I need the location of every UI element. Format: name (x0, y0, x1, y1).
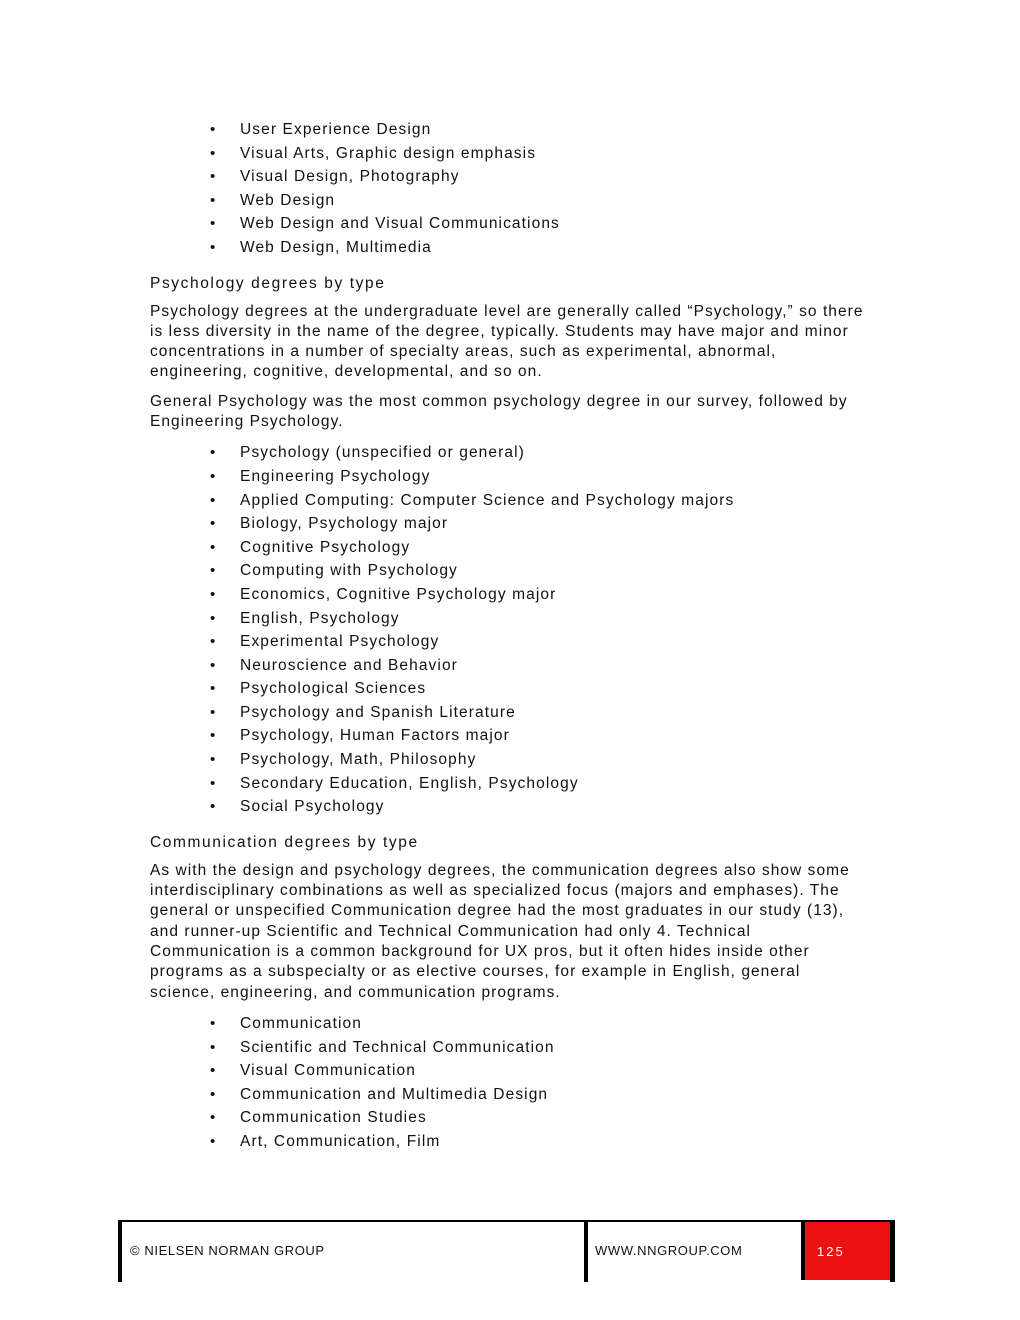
communication-paragraph-1: As with the design and psychology degrees, the communication degrees also show some interdisciplinary combinations as well as specialized focus (majors and emphases). The general or unspecified Communication degree had the most graduates in our study (13), and runner-up Scientific and Technical Communication had only 4. Technical Communication is a common background for UX pros, but it often hides inside other programs as a subspecialty or as elective courses, for example in English, general science, engineering, and communication programs. (150, 861, 850, 1001)
list-item: • Communication Studies (210, 1106, 870, 1130)
design-degree-list (150, 118, 870, 260)
footer-divider (890, 1222, 895, 1282)
list-item: • Economics, Cognitive Psychology major (210, 583, 870, 607)
footer-website-link[interactable]: WWW.NNGROUP.COM (595, 1243, 743, 1258)
list-item: • Psychology, Human Factors major (210, 724, 870, 748)
list-item: • Web Design (210, 189, 870, 213)
list-item: • Scientific and Technical Communication (210, 1036, 870, 1060)
list-item: • Secondary Education, English, Psychology (210, 772, 870, 796)
list-item: • English, Psychology (210, 607, 870, 631)
list-item: • Web Design and Visual Communications (210, 212, 870, 236)
list-item: • Visual Design, Photography (210, 165, 870, 189)
list-item: • Communication (210, 1012, 870, 1036)
psychology-paragraph-2: General Psychology was the most common psychology degree in our survey, followed by Engineering Psychology. (150, 392, 848, 431)
list-item: • Psychology (unspecified or general) (210, 441, 870, 465)
communication-degree-list (150, 1012, 870, 1154)
list-item: • Psychology and Spanish Literature (210, 701, 870, 725)
list-item: • Cognitive Psychology (210, 536, 870, 560)
list-item: • Visual Arts, Graphic design emphasis (210, 142, 870, 166)
list-item: • Psychology, Math, Philosophy (210, 748, 870, 772)
footer-divider (584, 1222, 588, 1282)
list-item: • Art, Communication, Film (210, 1130, 870, 1154)
psychology-degree-list (150, 441, 870, 819)
footer-copyright: © NIELSEN NORMAN GROUP (130, 1243, 325, 1258)
list-item: • Visual Communication (210, 1059, 870, 1083)
page-number-box (801, 1222, 894, 1280)
communication-heading: Communication degrees by type (150, 833, 419, 851)
list-item: • Social Psychology (210, 795, 870, 819)
list-item: • Applied Computing: Computer Science and Psychology majors (210, 489, 870, 513)
list-item: • Biology, Psychology major (210, 512, 870, 536)
list-item: • User Experience Design (210, 118, 870, 142)
list-item: • Web Design, Multimedia (210, 236, 870, 260)
psychology-heading: Psychology degrees by type (150, 274, 386, 292)
list-item: • Computing with Psychology (210, 559, 870, 583)
list-item: • Engineering Psychology (210, 465, 870, 489)
psychology-paragraph-1: Psychology degrees at the undergraduate level are generally called “Psychology,” so there is less diversity in the name of the degree, typically. Students may have major and minor concentrations in a number of specialty areas, such as experimental, abnormal, engineering, cognitive, developmental, and so on. (150, 302, 864, 381)
page-content (150, 118, 870, 1153)
page-number: 125 (817, 1244, 845, 1259)
footer-divider (118, 1222, 122, 1282)
page-footer (118, 1220, 895, 1282)
list-item: • Neuroscience and Behavior (210, 654, 870, 678)
list-item: • Communication and Multimedia Design (210, 1083, 870, 1107)
list-item: • Experimental Psychology (210, 630, 870, 654)
list-item: • Psychological Sciences (210, 677, 870, 701)
